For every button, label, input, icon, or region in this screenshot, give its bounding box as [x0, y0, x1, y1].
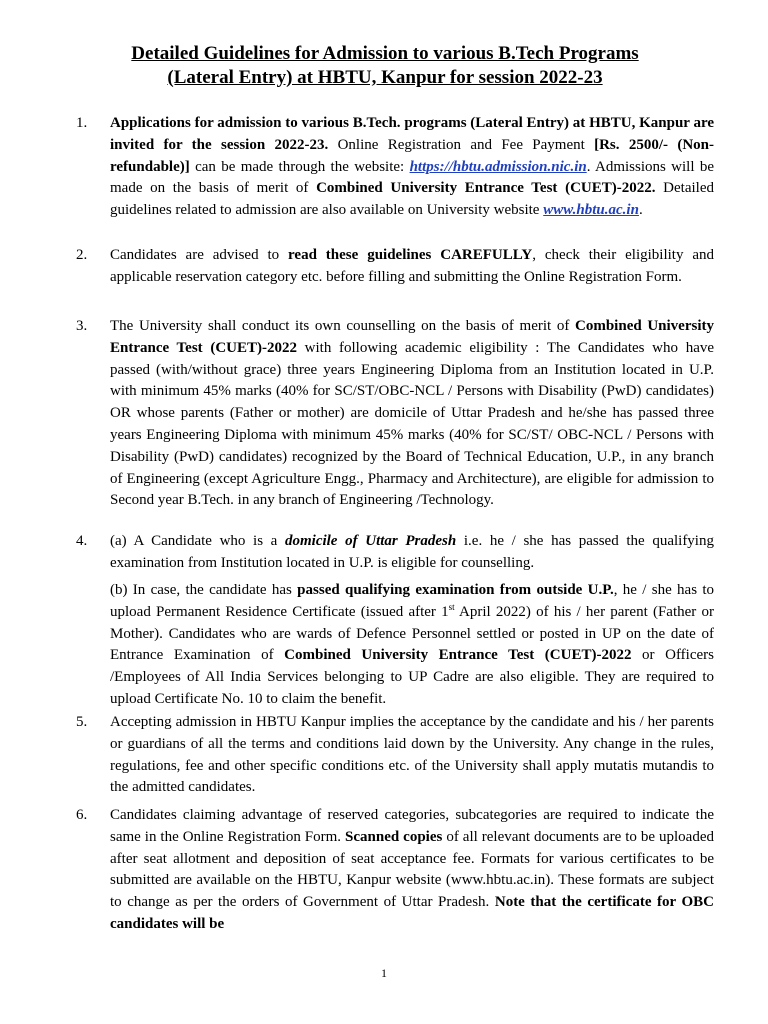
text-run: The University shall conduct its own counselling on the basis of merit of — [110, 318, 576, 334]
item-number-4: 4. — [76, 533, 88, 549]
item-number-5: 5. — [76, 714, 88, 730]
text-run: can be made through the website: — [189, 158, 410, 175]
title-line-1: Detailed Guidelines for Admission to various B.Tech Programs — [131, 43, 639, 64]
text-run: . Admissions will be made on the basis of merit of — [110, 158, 715, 197]
bold-text: Note that the certificate for OBC candidates will be — [110, 894, 714, 932]
text-run: of all relevant documents are to be uploaded after seat allotment and deposition of seat acceptance fee. Formats for various certificates to be submitted are available on the HBTU, Kanpur website (www.hbtu.ac.in). These formats are subject to change as per the orders of Government of Uttar Pradesh. — [110, 828, 714, 911]
item-number-3: 3. — [76, 318, 88, 334]
bold-text: Applications for admission to various B.Tech. programs (Lateral Entry) at HBTU, Kanpur are invited for the session 2022-23. — [110, 115, 714, 153]
bold-text: Combined University Entrance Test (CUET)-2022. — [316, 180, 656, 197]
guideline-item-4a — [110, 531, 714, 575]
text-run: Detailed guidelines related to admission are also available on University website — [110, 180, 714, 219]
bold-text: Combined University Entrance Test (CUET)-2022 — [284, 647, 632, 664]
item-number-6: 6. — [76, 807, 88, 823]
text-run: Candidates are advised to — [110, 247, 289, 263]
text-run: . — [638, 202, 643, 219]
text-run: April 2022) of his / her parent (Father or Mother). Candidates who are wards of Defence Personnel settled or posted in UP on the date of Entrance Examination of — [110, 603, 714, 664]
website-link[interactable]: www.hbtu.ac.in — [543, 202, 639, 219]
guideline-item-2 — [110, 245, 714, 289]
superscript: st — [448, 601, 455, 612]
text-run: or Officers /Employees of All India Services belonging to UP Cadre are also eligible. They are required to upload Certificate No. 10 to claim the benefit. — [110, 647, 714, 707]
bold-text: passed qualifying examination from outside U.P. — [297, 582, 614, 598]
bold-italic-text: domicile of Uttar Pradesh — [284, 533, 457, 549]
bold-text: read these guidelines CAREFULLY — [288, 247, 533, 263]
item-number-2: 2. — [76, 247, 88, 263]
website-link[interactable]: https://hbtu.admission.nic.in — [409, 158, 587, 175]
text-run: (a) A Candidate who is a — [110, 533, 285, 549]
title-line-2: (Lateral Entry) at HBTU, Kanpur for session 2022-23 — [167, 67, 603, 88]
bold-text: Combined University Entrance Test (CUET)-2022 — [110, 318, 715, 356]
text-run: , check their eligibility and applicable reservation category etc. before filling and submitting the Online Registration Form. — [110, 247, 715, 285]
text-run: with following academic eligibility : The Candidates who have passed (with/without grace) three years Engineering Diploma from an Institution located in U.P. with minimum 45% marks (40% for SC/ST/OBC-NCL / Persons with Disability (PwD) candidates) OR whose parents (Father or mother) are domicile of Uttar Pradesh and he/she has passed three years Engineering Diploma with minimum 45% marks (40% for SC/ST/ OBC-NCL / Persons with Disability (PwD) candidates) recognized by the Board of Technical Education, U.P., in any branch of Engineering (except Agriculture Engg., Pharmacy and Architecture), are eligible for admission to Second year B.Tech. in any branch of Engineering /Technology. — [110, 339, 715, 509]
text-run: Candidates claiming advantage of reserved categories, subcategories are required to indicate the same in the Online Registration Form. — [110, 807, 714, 845]
bold-text: [Rs. 2500/- (Non-refundable)] — [110, 136, 714, 175]
guideline-item-6 — [110, 805, 714, 936]
item-number-1: 1. — [76, 115, 88, 131]
document-title — [60, 42, 710, 90]
guideline-item-1 — [110, 113, 714, 222]
bold-text: Scanned copies — [345, 828, 443, 845]
guideline-item-5 — [110, 712, 714, 799]
text-run: (b) In case, the candidate has — [110, 582, 298, 598]
text-run: , he / she has to upload Permanent Residence Certificate (issued after 1 — [110, 582, 715, 620]
guideline-item-3 — [110, 316, 714, 512]
text-run: Accepting admission in HBTU Kanpur implies the acceptance by the candidate and his / her parents or guardians of all the terms and conditions laid down by the University. Any change in the rules, regulations, fee and other specific conditions etc. of the University shall apply mutatis mutandis to the admitted candidates. — [110, 714, 714, 796]
guideline-item-4b — [110, 580, 714, 711]
text-run: i.e. he / she has passed the qualifying examination from Institution located in U.P. is eligible for counselling. — [110, 533, 714, 571]
text-run: Online Registration and Fee Payment — [328, 136, 595, 153]
page-number: 1 — [381, 966, 387, 980]
